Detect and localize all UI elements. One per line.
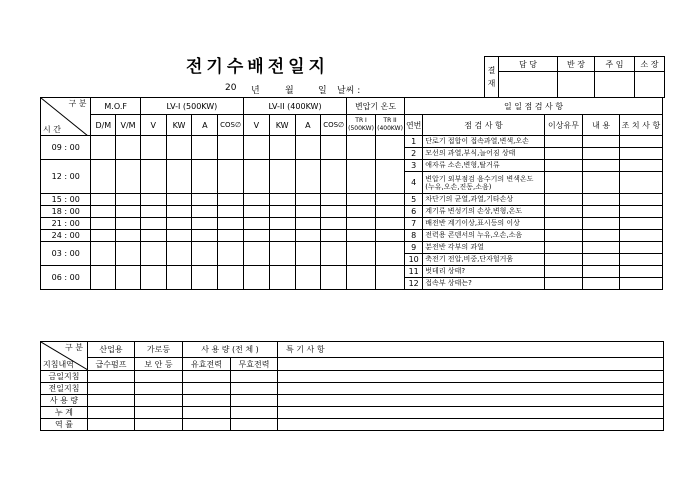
check-content[interactable] [583, 266, 620, 278]
reading-cell[interactable] [321, 218, 347, 230]
day-label: 일 [318, 86, 327, 96]
sub-active-power: 유효전력 [183, 358, 231, 371]
check-item: 모선의 과열,부식,늘어짐 상태 [423, 148, 544, 160]
reading-cell[interactable] [347, 218, 376, 230]
reading-cell[interactable] [269, 160, 295, 194]
reading-cell[interactable] [166, 206, 192, 218]
reading-cell[interactable] [91, 136, 116, 160]
reading-cell[interactable] [91, 266, 116, 290]
sub-header: COS∅ [321, 115, 347, 136]
meter-cell[interactable] [278, 371, 664, 383]
sub-header: A [295, 115, 321, 136]
check-action[interactable] [619, 136, 662, 148]
h-industrial: 산업용 [88, 342, 135, 358]
check-no: 10 [405, 254, 423, 266]
check-status[interactable] [544, 242, 583, 254]
meter-row [41, 383, 664, 395]
reading-cell[interactable] [192, 266, 218, 290]
sub-header: KW [166, 115, 192, 136]
meter-cell[interactable] [183, 419, 231, 431]
check-status[interactable] [544, 278, 583, 290]
check-no: 2 [405, 148, 423, 160]
reading-cell[interactable] [376, 218, 405, 230]
meter-cell[interactable] [231, 383, 278, 395]
meter-cell[interactable] [278, 407, 664, 419]
meter-cell[interactable] [88, 395, 135, 407]
sub-header: KW [269, 115, 295, 136]
meter-cell[interactable] [88, 383, 135, 395]
reading-cell[interactable] [243, 206, 269, 218]
bottom-corner-top: 구 분 [65, 343, 83, 352]
reading-cell[interactable] [91, 230, 116, 242]
check-content[interactable] [583, 206, 620, 218]
meter-row [41, 371, 664, 383]
reading-cell[interactable] [269, 136, 295, 160]
reading-cell[interactable] [218, 266, 244, 290]
meter-cell[interactable] [135, 383, 183, 395]
h-usage: 사 용 량 (전 체 ) [183, 342, 278, 358]
check-col-status: 이상유무 [544, 115, 583, 136]
month-label: 월 [285, 86, 294, 96]
reading-cell[interactable] [269, 242, 295, 266]
year-label: 년 [251, 86, 260, 96]
check-item: 계기류 변성기의 손상,변형,온도 [423, 206, 544, 218]
check-no: 5 [405, 194, 423, 206]
reading-cell[interactable] [347, 266, 376, 290]
reading-cell[interactable] [376, 206, 405, 218]
check-content[interactable] [583, 230, 620, 242]
meter-cell[interactable] [231, 419, 278, 431]
sign-director[interactable] [635, 72, 665, 98]
log-row [41, 242, 663, 254]
meter-cell[interactable] [183, 371, 231, 383]
time-cell: 03 : 00 [41, 242, 91, 266]
check-content[interactable] [583, 242, 620, 254]
reading-cell[interactable] [243, 218, 269, 230]
meter-row [41, 407, 664, 419]
reading-cell[interactable] [295, 242, 321, 266]
reading-cell[interactable] [295, 194, 321, 206]
reading-cell[interactable] [116, 218, 141, 230]
reading-cell[interactable] [140, 206, 166, 218]
reading-cell[interactable] [91, 206, 116, 218]
time-cell: 09 : 00 [41, 136, 91, 160]
sub-header: V [140, 115, 166, 136]
check-action[interactable] [619, 218, 662, 230]
reading-cell[interactable] [91, 242, 116, 266]
reading-cell[interactable] [192, 160, 218, 194]
reading-cell[interactable] [376, 266, 405, 290]
reading-cell[interactable] [192, 242, 218, 266]
reading-cell[interactable] [166, 230, 192, 242]
reading-cell[interactable] [243, 194, 269, 206]
corner-bottom: 시 간 [43, 125, 61, 134]
check-no: 9 [405, 242, 423, 254]
reading-cell[interactable] [269, 206, 295, 218]
check-status[interactable] [544, 148, 583, 160]
main-log-body [41, 136, 663, 290]
reading-cell[interactable] [192, 218, 218, 230]
meter-row-label: 사 용 량 [41, 395, 88, 407]
log-row [41, 266, 663, 278]
meter-cell[interactable] [88, 371, 135, 383]
check-content[interactable] [583, 254, 620, 266]
check-action[interactable] [619, 254, 662, 266]
check-status[interactable] [544, 254, 583, 266]
reading-cell[interactable] [91, 160, 116, 194]
check-action[interactable] [619, 242, 662, 254]
time-cell: 21 : 00 [41, 218, 91, 230]
meter-cell[interactable] [88, 419, 135, 431]
reading-cell[interactable] [376, 136, 405, 160]
check-no: 12 [405, 278, 423, 290]
check-content[interactable] [583, 136, 620, 148]
check-content[interactable] [583, 218, 620, 230]
reading-cell[interactable] [140, 242, 166, 266]
check-action[interactable] [619, 148, 662, 160]
sub-header: COS∅ [218, 115, 244, 136]
check-item: 접속부 상태는? [423, 278, 544, 290]
reading-cell[interactable] [116, 160, 141, 194]
reading-cell[interactable] [166, 266, 192, 290]
reading-cell[interactable] [321, 136, 347, 160]
reading-cell[interactable] [116, 242, 141, 266]
meter-cell[interactable] [278, 383, 664, 395]
time-cell: 24 : 00 [41, 230, 91, 242]
sub-header: TR I (500KW) [347, 115, 376, 136]
meter-cell[interactable] [135, 419, 183, 431]
meter-table [40, 341, 664, 431]
reading-cell[interactable] [347, 230, 376, 242]
time-cell: 15 : 00 [41, 194, 91, 206]
check-action[interactable] [619, 194, 662, 206]
reading-cell[interactable] [347, 242, 376, 266]
sign-manager[interactable] [499, 72, 558, 98]
check-item: 배전반 계기이상,표시등의 이상 [423, 218, 544, 230]
weather-label: 날씨 : [337, 86, 361, 96]
check-action[interactable] [619, 230, 662, 242]
corner-header [41, 98, 91, 136]
meter-cell[interactable] [135, 371, 183, 383]
sub-header: D/M [91, 115, 116, 136]
check-no: 3 [405, 160, 423, 172]
reading-cell[interactable] [376, 230, 405, 242]
reading-cell[interactable] [166, 160, 192, 194]
meter-cell[interactable] [231, 407, 278, 419]
reading-cell[interactable] [321, 160, 347, 194]
bottom-corner-bottom: 지침내역 [43, 360, 74, 369]
role-foreman: 반 장 [558, 57, 595, 72]
check-no: 11 [405, 266, 423, 278]
group-transformer: 변압기 온도 [347, 98, 405, 115]
h-special: 특 기 사 항 [278, 342, 664, 358]
check-status[interactable] [544, 206, 583, 218]
reading-cell[interactable] [192, 136, 218, 160]
log-row [41, 194, 663, 206]
meter-cell[interactable] [278, 419, 664, 431]
reading-cell[interactable] [218, 218, 244, 230]
reading-cell[interactable] [140, 136, 166, 160]
check-status[interactable] [544, 230, 583, 242]
meter-row [41, 419, 664, 431]
approval-label-1: 결 [487, 66, 496, 75]
check-col-no: 연번 [405, 115, 423, 136]
reading-cell[interactable] [347, 160, 376, 194]
meter-cell[interactable] [135, 407, 183, 419]
check-action[interactable] [619, 172, 662, 194]
reading-cell[interactable] [116, 194, 141, 206]
reading-cell[interactable] [295, 230, 321, 242]
check-item: 분전반 각부의 과열 [423, 242, 544, 254]
time-cell: 18 : 00 [41, 206, 91, 218]
meter-row [41, 395, 664, 407]
sign-chief[interactable] [595, 72, 635, 98]
check-status[interactable] [544, 160, 583, 172]
group-mof: M.O.F [91, 98, 140, 115]
approval-box [484, 56, 665, 98]
reading-cell[interactable] [218, 136, 244, 160]
reading-cell[interactable] [116, 206, 141, 218]
reading-cell[interactable] [91, 218, 116, 230]
corner-top: 구 분 [68, 99, 87, 108]
check-col-action: 조 치 사 항 [619, 115, 662, 136]
group-lv1: LV-I (500KW) [140, 98, 243, 115]
check-col-content: 내 용 [583, 115, 620, 136]
reading-cell[interactable] [376, 242, 405, 266]
meter-cell[interactable] [278, 395, 664, 407]
reading-cell[interactable] [321, 266, 347, 290]
meter-row-label: 전일지침 [41, 383, 88, 395]
meter-body [41, 371, 664, 431]
check-item: 단로기 접합이 접속과열,변색,오손 [423, 136, 544, 148]
reading-cell[interactable] [192, 206, 218, 218]
check-action[interactable] [619, 278, 662, 290]
sub-header: A [192, 115, 218, 136]
meter-row-label: 누 계 [41, 407, 88, 419]
check-action[interactable] [619, 160, 662, 172]
reading-cell[interactable] [269, 218, 295, 230]
approval-label-2: 재 [487, 79, 496, 88]
reading-cell[interactable] [192, 194, 218, 206]
time-cell: 12 : 00 [41, 160, 91, 194]
reading-cell[interactable] [269, 230, 295, 242]
check-content[interactable] [583, 194, 620, 206]
sign-foreman[interactable] [558, 72, 595, 98]
reading-cell[interactable] [140, 194, 166, 206]
check-item: 벗데리 상태? [423, 266, 544, 278]
reading-cell[interactable] [140, 218, 166, 230]
check-item: 축전기 전압,비중,단자헐거움 [423, 254, 544, 266]
form-title: 전기수배전일지 [186, 57, 329, 77]
role-director: 소 장 [635, 57, 665, 72]
check-status[interactable] [544, 266, 583, 278]
reading-cell[interactable] [218, 160, 244, 194]
sub-header: V/M [116, 115, 141, 136]
reading-cell[interactable] [376, 160, 405, 194]
reading-cell[interactable] [321, 230, 347, 242]
meter-cell[interactable] [231, 371, 278, 383]
log-row [41, 160, 663, 172]
reading-cell[interactable] [140, 266, 166, 290]
log-row [41, 218, 663, 230]
check-no: 8 [405, 230, 423, 242]
time-cell: 06 : 00 [41, 266, 91, 290]
meter-row-label: 역 률 [41, 419, 88, 431]
main-log-table [40, 97, 663, 290]
check-item: 차단기의 균열,과열,기타손상 [423, 194, 544, 206]
log-row [41, 206, 663, 218]
reading-cell[interactable] [140, 160, 166, 194]
role-chief: 주 임 [595, 57, 635, 72]
role-manager: 담 당 [499, 57, 558, 72]
reading-cell[interactable] [243, 136, 269, 160]
check-no: 6 [405, 206, 423, 218]
reading-cell[interactable] [243, 230, 269, 242]
reading-cell[interactable] [116, 266, 141, 290]
reading-cell[interactable] [243, 160, 269, 194]
reading-cell[interactable] [218, 242, 244, 266]
reading-cell[interactable] [218, 230, 244, 242]
meter-cell[interactable] [135, 395, 183, 407]
reading-cell[interactable] [295, 206, 321, 218]
check-content[interactable] [583, 278, 620, 290]
h-street: 가로등 [135, 342, 183, 358]
reading-cell[interactable] [192, 230, 218, 242]
meter-cell[interactable] [231, 395, 278, 407]
check-no: 1 [405, 136, 423, 148]
reading-cell[interactable] [166, 194, 192, 206]
reading-cell[interactable] [116, 230, 141, 242]
meter-cell[interactable] [88, 407, 135, 419]
reading-cell[interactable] [295, 136, 321, 160]
group-lv2: LV-II (400KW) [243, 98, 346, 115]
check-action[interactable] [619, 206, 662, 218]
reading-cell[interactable] [218, 194, 244, 206]
log-row [41, 136, 663, 148]
special-notes-cell[interactable] [278, 358, 664, 371]
check-no: 4 [405, 172, 423, 194]
reading-cell[interactable] [166, 218, 192, 230]
reading-cell[interactable] [321, 206, 347, 218]
check-item: 애자류 소손,변형,탈거류 [423, 160, 544, 172]
reading-cell[interactable] [347, 206, 376, 218]
check-col-item: 점 검 사 항 [423, 115, 544, 136]
sub-reactive-power: 무효전력 [231, 358, 278, 371]
check-item: 변압기 외부점검 음수기의 변색온도 (누유,오손,진동,소음) [423, 172, 544, 194]
reading-cell[interactable] [140, 230, 166, 242]
reading-cell[interactable] [269, 266, 295, 290]
reading-cell[interactable] [347, 194, 376, 206]
log-row [41, 230, 663, 242]
check-no: 7 [405, 218, 423, 230]
reading-cell[interactable] [218, 206, 244, 218]
reading-cell[interactable] [166, 136, 192, 160]
check-action[interactable] [619, 266, 662, 278]
bottom-corner-header [41, 342, 88, 371]
check-status[interactable] [544, 136, 583, 148]
approval-label [485, 57, 499, 98]
sub-header: V [243, 115, 269, 136]
meter-cell[interactable] [183, 383, 231, 395]
sub-header: TR II (400KW) [376, 115, 405, 136]
meter-cell[interactable] [183, 407, 231, 419]
reading-cell[interactable] [321, 242, 347, 266]
sub-pump: 급수펌프 [88, 358, 135, 371]
meter-row-label: 금일지침 [41, 371, 88, 383]
check-status[interactable] [544, 218, 583, 230]
check-content[interactable] [583, 148, 620, 160]
sub-security-light: 보 안 등 [135, 358, 183, 371]
reading-cell[interactable] [243, 242, 269, 266]
check-item: 전력용 콘덴서의 누유,오손,소음 [423, 230, 544, 242]
reading-cell[interactable] [295, 266, 321, 290]
check-status[interactable] [544, 194, 583, 206]
check-content[interactable] [583, 160, 620, 172]
check-content[interactable] [583, 172, 620, 194]
check-title: 일 일 점 검 사 항 [405, 98, 663, 115]
reading-cell[interactable] [376, 194, 405, 206]
meter-cell[interactable] [183, 395, 231, 407]
reading-cell[interactable] [295, 218, 321, 230]
reading-cell[interactable] [269, 194, 295, 206]
year-prefix: 20 [225, 83, 237, 93]
reading-cell[interactable] [166, 242, 192, 266]
reading-cell[interactable] [243, 266, 269, 290]
check-status[interactable] [544, 172, 583, 194]
reading-cell[interactable] [91, 194, 116, 206]
reading-cell[interactable] [295, 160, 321, 194]
reading-cell[interactable] [116, 136, 141, 160]
reading-cell[interactable] [347, 136, 376, 160]
reading-cell[interactable] [321, 194, 347, 206]
